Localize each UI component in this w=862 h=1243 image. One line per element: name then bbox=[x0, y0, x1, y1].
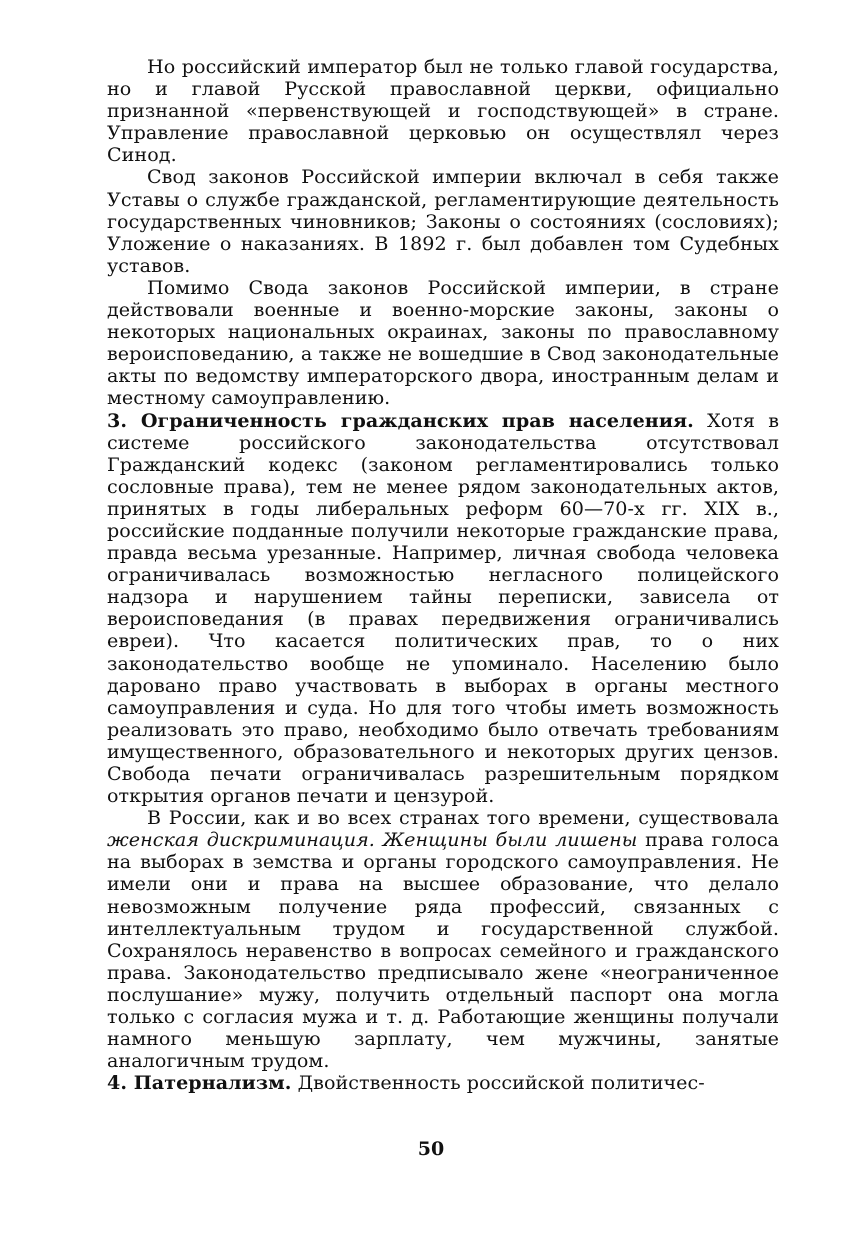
section-heading: 3. Ограниченность гражданских прав населения. bbox=[107, 408, 694, 432]
paragraph-lead: В России, как и во всех странах того времени, существовала bbox=[147, 806, 779, 830]
page-number: 50 bbox=[417, 1138, 445, 1160]
paragraph-emperor-church bbox=[107, 56, 779, 166]
paragraph-code-of-laws bbox=[107, 166, 779, 276]
paragraph-text: Двойственность российской политичес- bbox=[291, 1071, 705, 1095]
section-paternalism bbox=[107, 1072, 779, 1094]
italic-term: женская дискриминация. Женщины были лишены bbox=[107, 828, 638, 852]
section-heading: 4. Патернализм. bbox=[107, 1071, 292, 1095]
page-text bbox=[107, 56, 779, 1094]
paragraph-text: Но российский император был не только главой государства, но и главой Русской православной церкви, официально признанной «первенствующей и господствующей» в стране. Управление православной церковью он осуществлял через Синод. bbox=[107, 55, 779, 167]
paragraph-text: Помимо Свода законов Российской империи, в стране действовали военные и военно-морские законы, законы о некоторых национальных окраинах, законы по православному вероисповеданию, а также не вошедшие в Свод законодательные акты по ведомству императорского двора, иностранным делам и местному самоуправлению. bbox=[107, 275, 779, 410]
paragraph-text: Свод законов Российской империи включал в себя также Уставы о службе гражданской, регламентирующие деятельность государственных чиновников; Законы о состояниях (сословиях); Уложение о наказаниях. В 1892 г. был добавлен том Судебных уставов. bbox=[107, 165, 779, 277]
paragraph-women-discrimination bbox=[107, 807, 779, 1072]
section-civil-rights bbox=[107, 410, 779, 808]
paragraph-text: Хотя в системе российского законодательства отсутствовал Гражданский кодекс (законом регламентировались только сословные права), тем не менее рядом законодательных актов, принятых в годы либеральных реформ 60—70-х гг. XIX в., российские подданные получили некоторые гражданские права, правда весьма урезанные. Например, личная свобода человека ограничивалась возможностью негласного полицейского надзора и нарушением тайны переписки, зависела от вероисповедания (в правах передвижения ограничивались евреи). Что касается политических прав, то о них законодательство вообще не упоминало. Населению было даровано право участвовать в выборах в органы местного самоуправления и суда. Но для того чтобы иметь возможность реализовать это право, необходимо было отвечать требованиям имущественного, образовательного и некоторых других цензов. Свобода печати ограничивалась разрешительным порядком открытия органов печати и цензурой. bbox=[107, 408, 780, 808]
paragraph-other-laws bbox=[107, 277, 779, 410]
paragraph-text: права голоса на выборах в земства и органы городского самоуправления. Не имели они и права на высшее образование, что делало невозможным получение ряда профессий, связанных с интеллектуальным трудом и государственной службой. Сохранялось неравенство в вопросах семейного и гражданского права. Законодательство предписывало жене «неограниченное послушание» мужу, получить отдельный паспорт она могла только с согласия мужа и т. д. Работающие женщины получали намного меньшую зарплату, чем мужчины, занятые аналогичным трудом. bbox=[107, 828, 779, 1073]
